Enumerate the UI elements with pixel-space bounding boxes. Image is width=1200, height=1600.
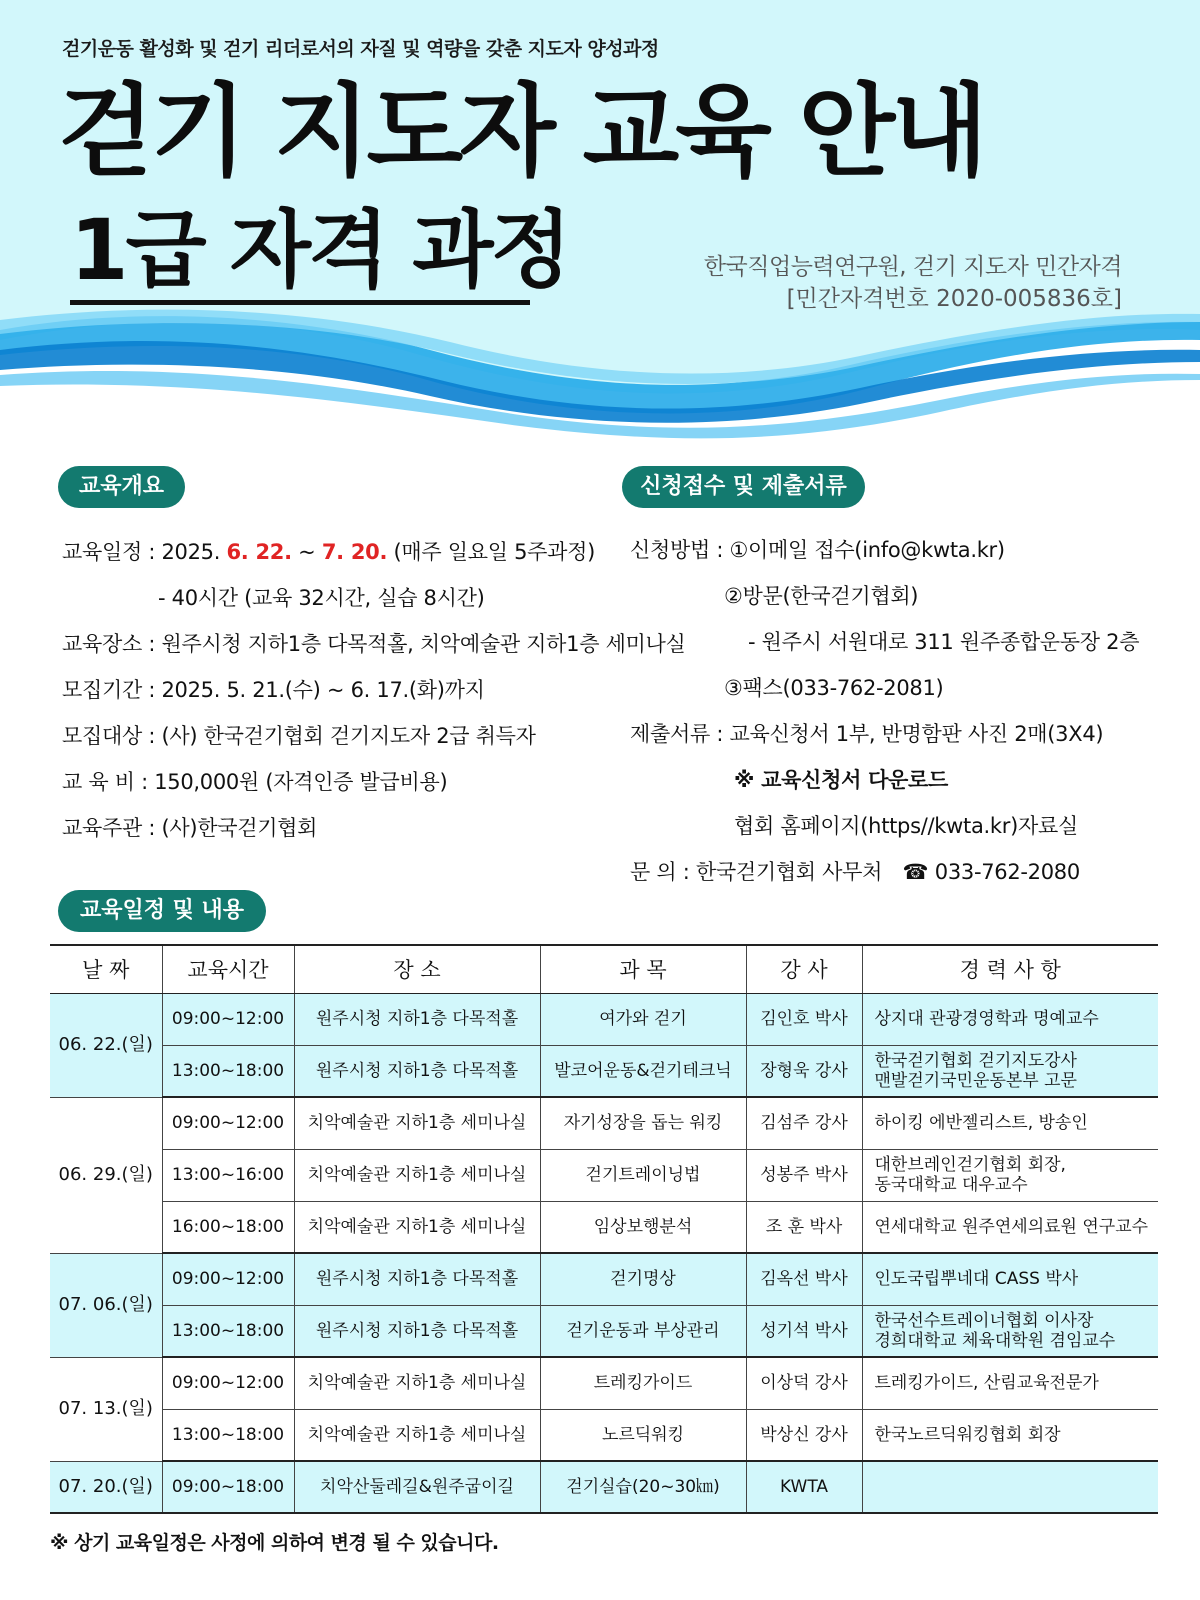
- schedule-table-body: [50, 993, 1158, 1513]
- table-row: [50, 1097, 1158, 1149]
- table-row: [50, 1201, 1158, 1253]
- cell-career: [862, 1149, 1158, 1201]
- cell-instructor: 김섬주 강사: [746, 1097, 862, 1149]
- table-row: [50, 1305, 1158, 1357]
- apply-heading: 신청접수 및 제출서류: [622, 466, 865, 508]
- org-line: 한국직업능력연구원, 걷기 지도자 민간자격: [703, 254, 1122, 280]
- header-date: 날 짜: [50, 945, 162, 993]
- table-row: [50, 1045, 1158, 1097]
- table-row: [50, 993, 1158, 1045]
- cell-career: [862, 1045, 1158, 1097]
- career-line: 인도국립뿌네대 CASS 박사: [874, 1269, 1079, 1290]
- cell-instructor: KWTA: [746, 1461, 862, 1513]
- host-line: 교육주관 : (사)한국걷기협회: [62, 816, 318, 840]
- cell-place: 치악산둘레길&원주굽이길: [294, 1461, 540, 1513]
- table-header-row: [50, 945, 1158, 993]
- cell-date: 06. 22.(일): [50, 993, 162, 1097]
- table-row: [50, 1253, 1158, 1305]
- schedule-end: 7. 20.: [321, 540, 388, 564]
- header-career: 경 력 사 항: [862, 945, 1158, 993]
- career-line: 대한브레인걷기협회 회장,: [874, 1155, 1066, 1175]
- career-line: 한국노르딕워킹협회 회장: [874, 1424, 1061, 1445]
- docs-line: 제출서류 : 교육신청서 1부, 반명함판 사진 2매(3X4): [630, 722, 1104, 746]
- cell-instructor: 성봉주 박사: [746, 1149, 862, 1201]
- schedule-table-heading: 교육일정 및 내용: [58, 890, 266, 932]
- cell-place: 치악예술관 지하1층 세미나실: [294, 1097, 540, 1149]
- cell-time: 13:00~16:00: [162, 1149, 294, 1201]
- phone-number: 033-762-2080: [934, 860, 1080, 884]
- cell-career: [862, 1357, 1158, 1409]
- schedule-tilde: ~: [291, 540, 322, 564]
- cell-time: 16:00~18:00: [162, 1201, 294, 1253]
- header-subtitle: 걷기운동 활성화 및 걷기 리더로서의 자질 및 역량을 갖춘 지도자 양성과정: [62, 38, 659, 60]
- cell-subject: 걷기운동과 부상관리: [540, 1305, 746, 1357]
- cell-subject: 걷기실습(20~30㎞): [540, 1461, 746, 1513]
- cell-place: 원주시청 지하1층 다목적홀: [294, 1253, 540, 1305]
- cell-place: 치악예술관 지하1층 세미나실: [294, 1201, 540, 1253]
- cell-time: 13:00~18:00: [162, 1045, 294, 1097]
- schedule-label: 교육일정 :: [62, 540, 162, 564]
- cell-date: 07. 13.(일): [50, 1357, 162, 1461]
- table-row: [50, 1409, 1158, 1461]
- cell-career: [862, 1201, 1158, 1253]
- career-line: 연세대학교 원주연세의료원 연구교수: [874, 1216, 1149, 1237]
- header-place: 장 소: [294, 945, 540, 993]
- career-line: 한국걷기협회 걷기지도강사: [874, 1050, 1077, 1071]
- cell-instructor: 김옥선 박사: [746, 1253, 862, 1305]
- fee-line: 교 육 비 : 150,000원 (자격인증 발급비용): [62, 770, 448, 794]
- cell-instructor: 박상신 강사: [746, 1409, 862, 1461]
- career-line: 한국선수트레이너협회 이사장: [874, 1310, 1094, 1331]
- table-row: [50, 1357, 1158, 1409]
- table-row: [50, 1461, 1158, 1513]
- cell-subject: 임상보행분석: [540, 1201, 746, 1253]
- cell-subject: 여가와 걷기: [540, 993, 746, 1045]
- header-time: 교육시간: [162, 945, 294, 993]
- career-line: 트레킹가이드, 산림교육전문가: [874, 1373, 1099, 1394]
- career-line: 상지대 관광경영학과 명예교수: [874, 1009, 1099, 1029]
- header-instructor: 강 사: [746, 945, 862, 993]
- cell-time: 13:00~18:00: [162, 1305, 294, 1357]
- inquiry-label: 문 의 : 한국걷기협회 사무처: [630, 860, 883, 884]
- cell-time: 09:00~12:00: [162, 1357, 294, 1409]
- cell-instructor: 장형욱 강사: [746, 1045, 862, 1097]
- career-line: 경희대학교 체육대학원 겸임교수: [874, 1330, 1116, 1351]
- target-line: 모집대상 : (사) 한국걷기협회 걷기지도자 2급 취득자: [62, 724, 536, 748]
- schedule-start: 6. 22.: [226, 540, 292, 564]
- cell-place: 원주시청 지하1층 다목적홀: [294, 1305, 540, 1357]
- career-line: 동국대학교 대우교수: [874, 1175, 1028, 1195]
- cell-subject: 노르딕워킹: [540, 1409, 746, 1461]
- wave-graphic: [0, 300, 1200, 440]
- cell-career: [862, 1305, 1158, 1357]
- cell-time: 09:00~12:00: [162, 1253, 294, 1305]
- phone-icon: ☎: [902, 860, 929, 884]
- apply-method-line: 신청방법 : ①이메일 접수(info@kwta.kr): [630, 538, 1005, 562]
- schedule-line: [62, 540, 595, 564]
- inquiry-line: [630, 860, 1080, 884]
- overview-heading: 교육개요: [58, 466, 185, 508]
- cell-subject: 자기성장을 돕는 워킹: [540, 1097, 746, 1149]
- cell-place: 원주시청 지하1층 다목적홀: [294, 1045, 540, 1097]
- download-note: ※ 교육신청서 다운로드: [734, 768, 949, 792]
- homepage-line[interactable]: 협회 홈페이지(https//kwta.kr)자료실: [734, 814, 1078, 838]
- career-line: 맨발걷기국민운동본부 고문: [874, 1070, 1077, 1091]
- cell-time: 09:00~18:00: [162, 1461, 294, 1513]
- cell-place: 원주시청 지하1층 다목적홀: [294, 993, 540, 1045]
- schedule-table: [50, 944, 1158, 1514]
- registration-number: [민간자격번호 2020-005836호]: [786, 286, 1122, 312]
- apply-address-line: - 원주시 서원대로 311 원주종합운동장 2층: [748, 630, 1140, 654]
- cell-place: 치악예술관 지하1층 세미나실: [294, 1409, 540, 1461]
- apply-fax-line: ③팩스(033-762-2081): [724, 676, 944, 700]
- schedule-suffix: (매주 일요일 5주과정): [387, 540, 596, 564]
- cell-place: 치악예술관 지하1층 세미나실: [294, 1357, 540, 1409]
- hours-line: - 40시간 (교육 32시간, 실습 8시간): [158, 586, 485, 610]
- cell-instructor: 조 훈 박사: [746, 1201, 862, 1253]
- cell-place: 치악예술관 지하1층 세미나실: [294, 1149, 540, 1201]
- cell-time: 13:00~18:00: [162, 1409, 294, 1461]
- cell-subject: 발코어운동&걷기테크닉: [540, 1045, 746, 1097]
- cell-career: [862, 1409, 1158, 1461]
- cell-instructor: 이상덕 강사: [746, 1357, 862, 1409]
- cell-subject: 트레킹가이드: [540, 1357, 746, 1409]
- cell-instructor: 김인호 박사: [746, 993, 862, 1045]
- cell-instructor: 성기석 박사: [746, 1305, 862, 1357]
- cell-date: 07. 20.(일): [50, 1461, 162, 1513]
- cell-career: [862, 1097, 1158, 1149]
- cell-date: 06. 29.(일): [50, 1097, 162, 1253]
- cell-date: 07. 06.(일): [50, 1253, 162, 1357]
- cell-subject: 걷기명상: [540, 1253, 746, 1305]
- cell-career: [862, 993, 1158, 1045]
- cell-time: 09:00~12:00: [162, 993, 294, 1045]
- cell-subject: 걷기트레이닝법: [540, 1149, 746, 1201]
- hero-banner: [0, 0, 1200, 440]
- course-title: 1급 자격 과정: [70, 201, 569, 299]
- career-line: 하이킹 에반젤리스트, 방송인: [874, 1113, 1088, 1134]
- header-subject: 과 목: [540, 945, 746, 993]
- schedule-footnote: ※ 상기 교육일정은 사정에 의하여 변경 될 수 있습니다.: [50, 1532, 499, 1554]
- table-row: [50, 1149, 1158, 1201]
- cell-time: 09:00~12:00: [162, 1097, 294, 1149]
- page-title: 걷기 지도자 교육 안내: [58, 73, 984, 190]
- apply-visit-line: ②방문(한국걷기협회): [724, 584, 919, 608]
- cell-career: [862, 1461, 1158, 1513]
- recruit-period-line: 모집기간 : 2025. 5. 21.(수) ~ 6. 17.(화)까지: [62, 678, 485, 702]
- place-line: 교육장소 : 원주시청 지하1층 다목적홀, 치악예술관 지하1층 세미나실: [62, 632, 686, 656]
- title-underline: [70, 300, 530, 305]
- cell-career: [862, 1253, 1158, 1305]
- schedule-prefix: 2025.: [161, 540, 227, 564]
